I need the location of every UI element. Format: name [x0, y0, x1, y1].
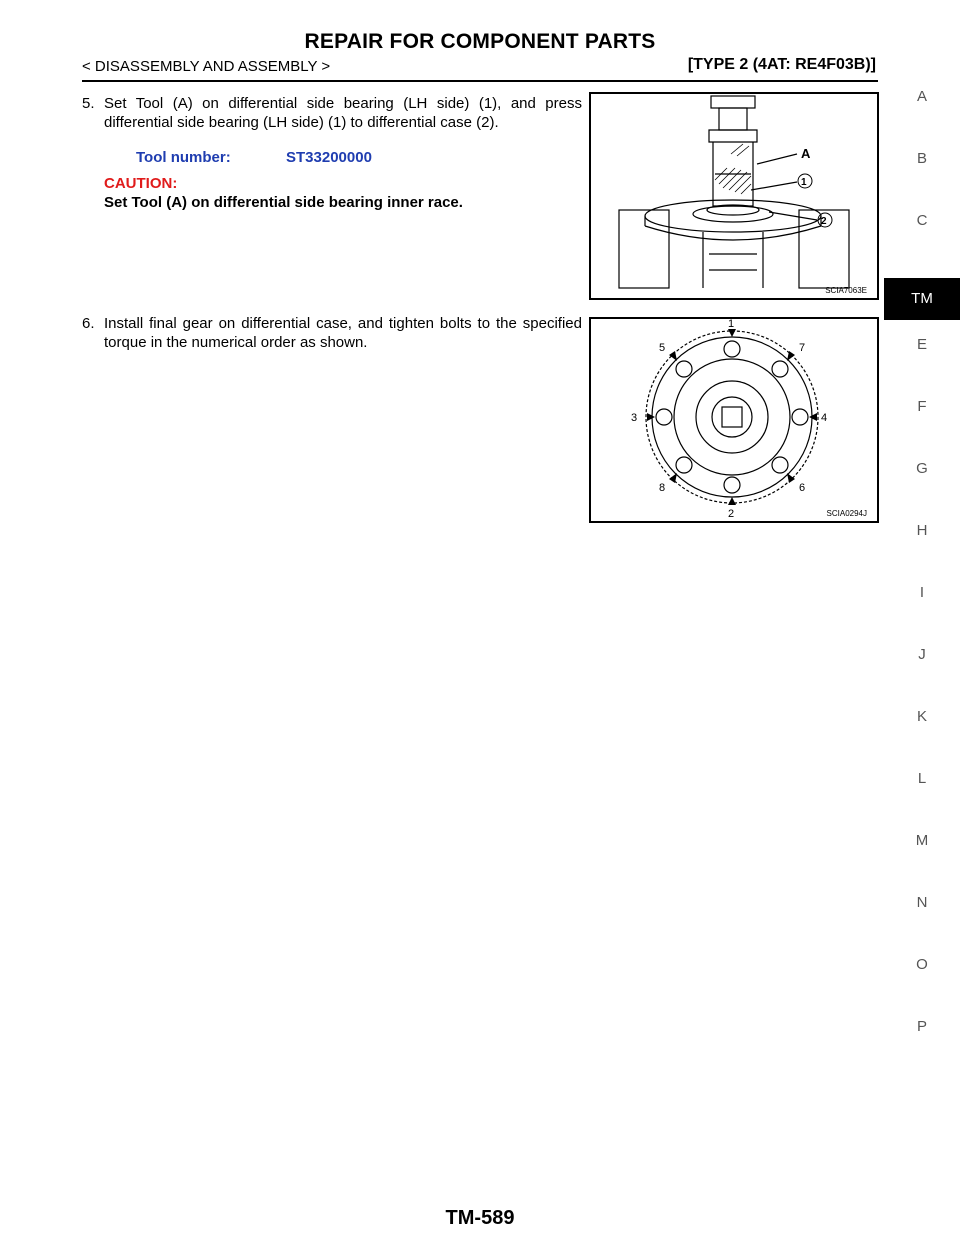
section-index-i[interactable]: I	[919, 584, 925, 601]
bolt-order-7: 7	[799, 342, 806, 354]
section-index-n[interactable]: N	[916, 894, 928, 911]
section-index-f[interactable]: F	[917, 398, 927, 415]
header-divider	[82, 80, 878, 82]
bearing-press-illustration	[591, 94, 877, 298]
bolt-order-3: 3	[631, 412, 638, 424]
section-index-m[interactable]: M	[915, 832, 929, 849]
section-index-tm[interactable]: TM	[884, 278, 960, 320]
section-index-c[interactable]: C	[916, 212, 928, 229]
section-index-p[interactable]: P	[916, 1018, 927, 1035]
step-number: 6.	[82, 315, 95, 332]
type-label: [TYPE 2 (4AT: RE4F03B)]	[687, 56, 876, 73]
bolt-order-4: 4	[821, 412, 828, 424]
figure-id: SCIA7063E	[825, 286, 867, 295]
bolt-order-8: 8	[659, 482, 666, 494]
tool-number-label: Tool number:	[136, 149, 231, 166]
caution-heading: CAUTION:	[104, 175, 178, 192]
tool-number-row	[136, 149, 372, 166]
caution-text: Set Tool (A) on differential side bearing inner race.	[104, 194, 463, 211]
section-index-b[interactable]: B	[916, 150, 927, 167]
tool-number-value: ST33200000	[286, 149, 372, 166]
breadcrumb: < DISASSEMBLY AND ASSEMBLY >	[82, 58, 331, 75]
step-6	[82, 314, 582, 352]
section-index-k[interactable]: K	[916, 708, 927, 725]
section-index-a[interactable]: A	[916, 88, 927, 105]
bolt-order-6: 6	[799, 482, 806, 494]
section-index-g[interactable]: G	[916, 460, 928, 477]
figure-label-a: A	[801, 146, 811, 161]
figure-label-2: 2	[821, 216, 827, 227]
section-index-l[interactable]: L	[917, 770, 927, 787]
section-index-h[interactable]: H	[916, 522, 928, 539]
page-number: TM-589	[445, 1207, 515, 1229]
figure-label-1: 1	[801, 177, 807, 188]
step-5	[82, 94, 582, 132]
final-gear-illustration	[591, 319, 877, 521]
bolt-order-5: 5	[659, 342, 666, 354]
bolt-order-2: 2	[728, 508, 735, 520]
step-text: Set Tool (A) on differential side bearing (LH side) (1), and press differential side bearing (LH side) (1) to differential case (2).	[104, 95, 582, 131]
step-number: 5.	[82, 95, 95, 112]
figure-bearing-press	[589, 92, 879, 300]
figure-id: SCIA0294J	[826, 509, 867, 518]
section-index-j[interactable]: J	[918, 646, 926, 663]
section-index-e[interactable]: E	[916, 336, 927, 353]
page-title: REPAIR FOR COMPONENT PARTS	[304, 30, 656, 53]
bolt-order-1: 1	[728, 319, 735, 330]
section-index-o[interactable]: O	[916, 956, 928, 973]
figure-bolt-order	[589, 317, 879, 523]
step-text: Install final gear on differential case, and tighten bolts to the specified torque in the numerical order as shown.	[104, 315, 582, 351]
